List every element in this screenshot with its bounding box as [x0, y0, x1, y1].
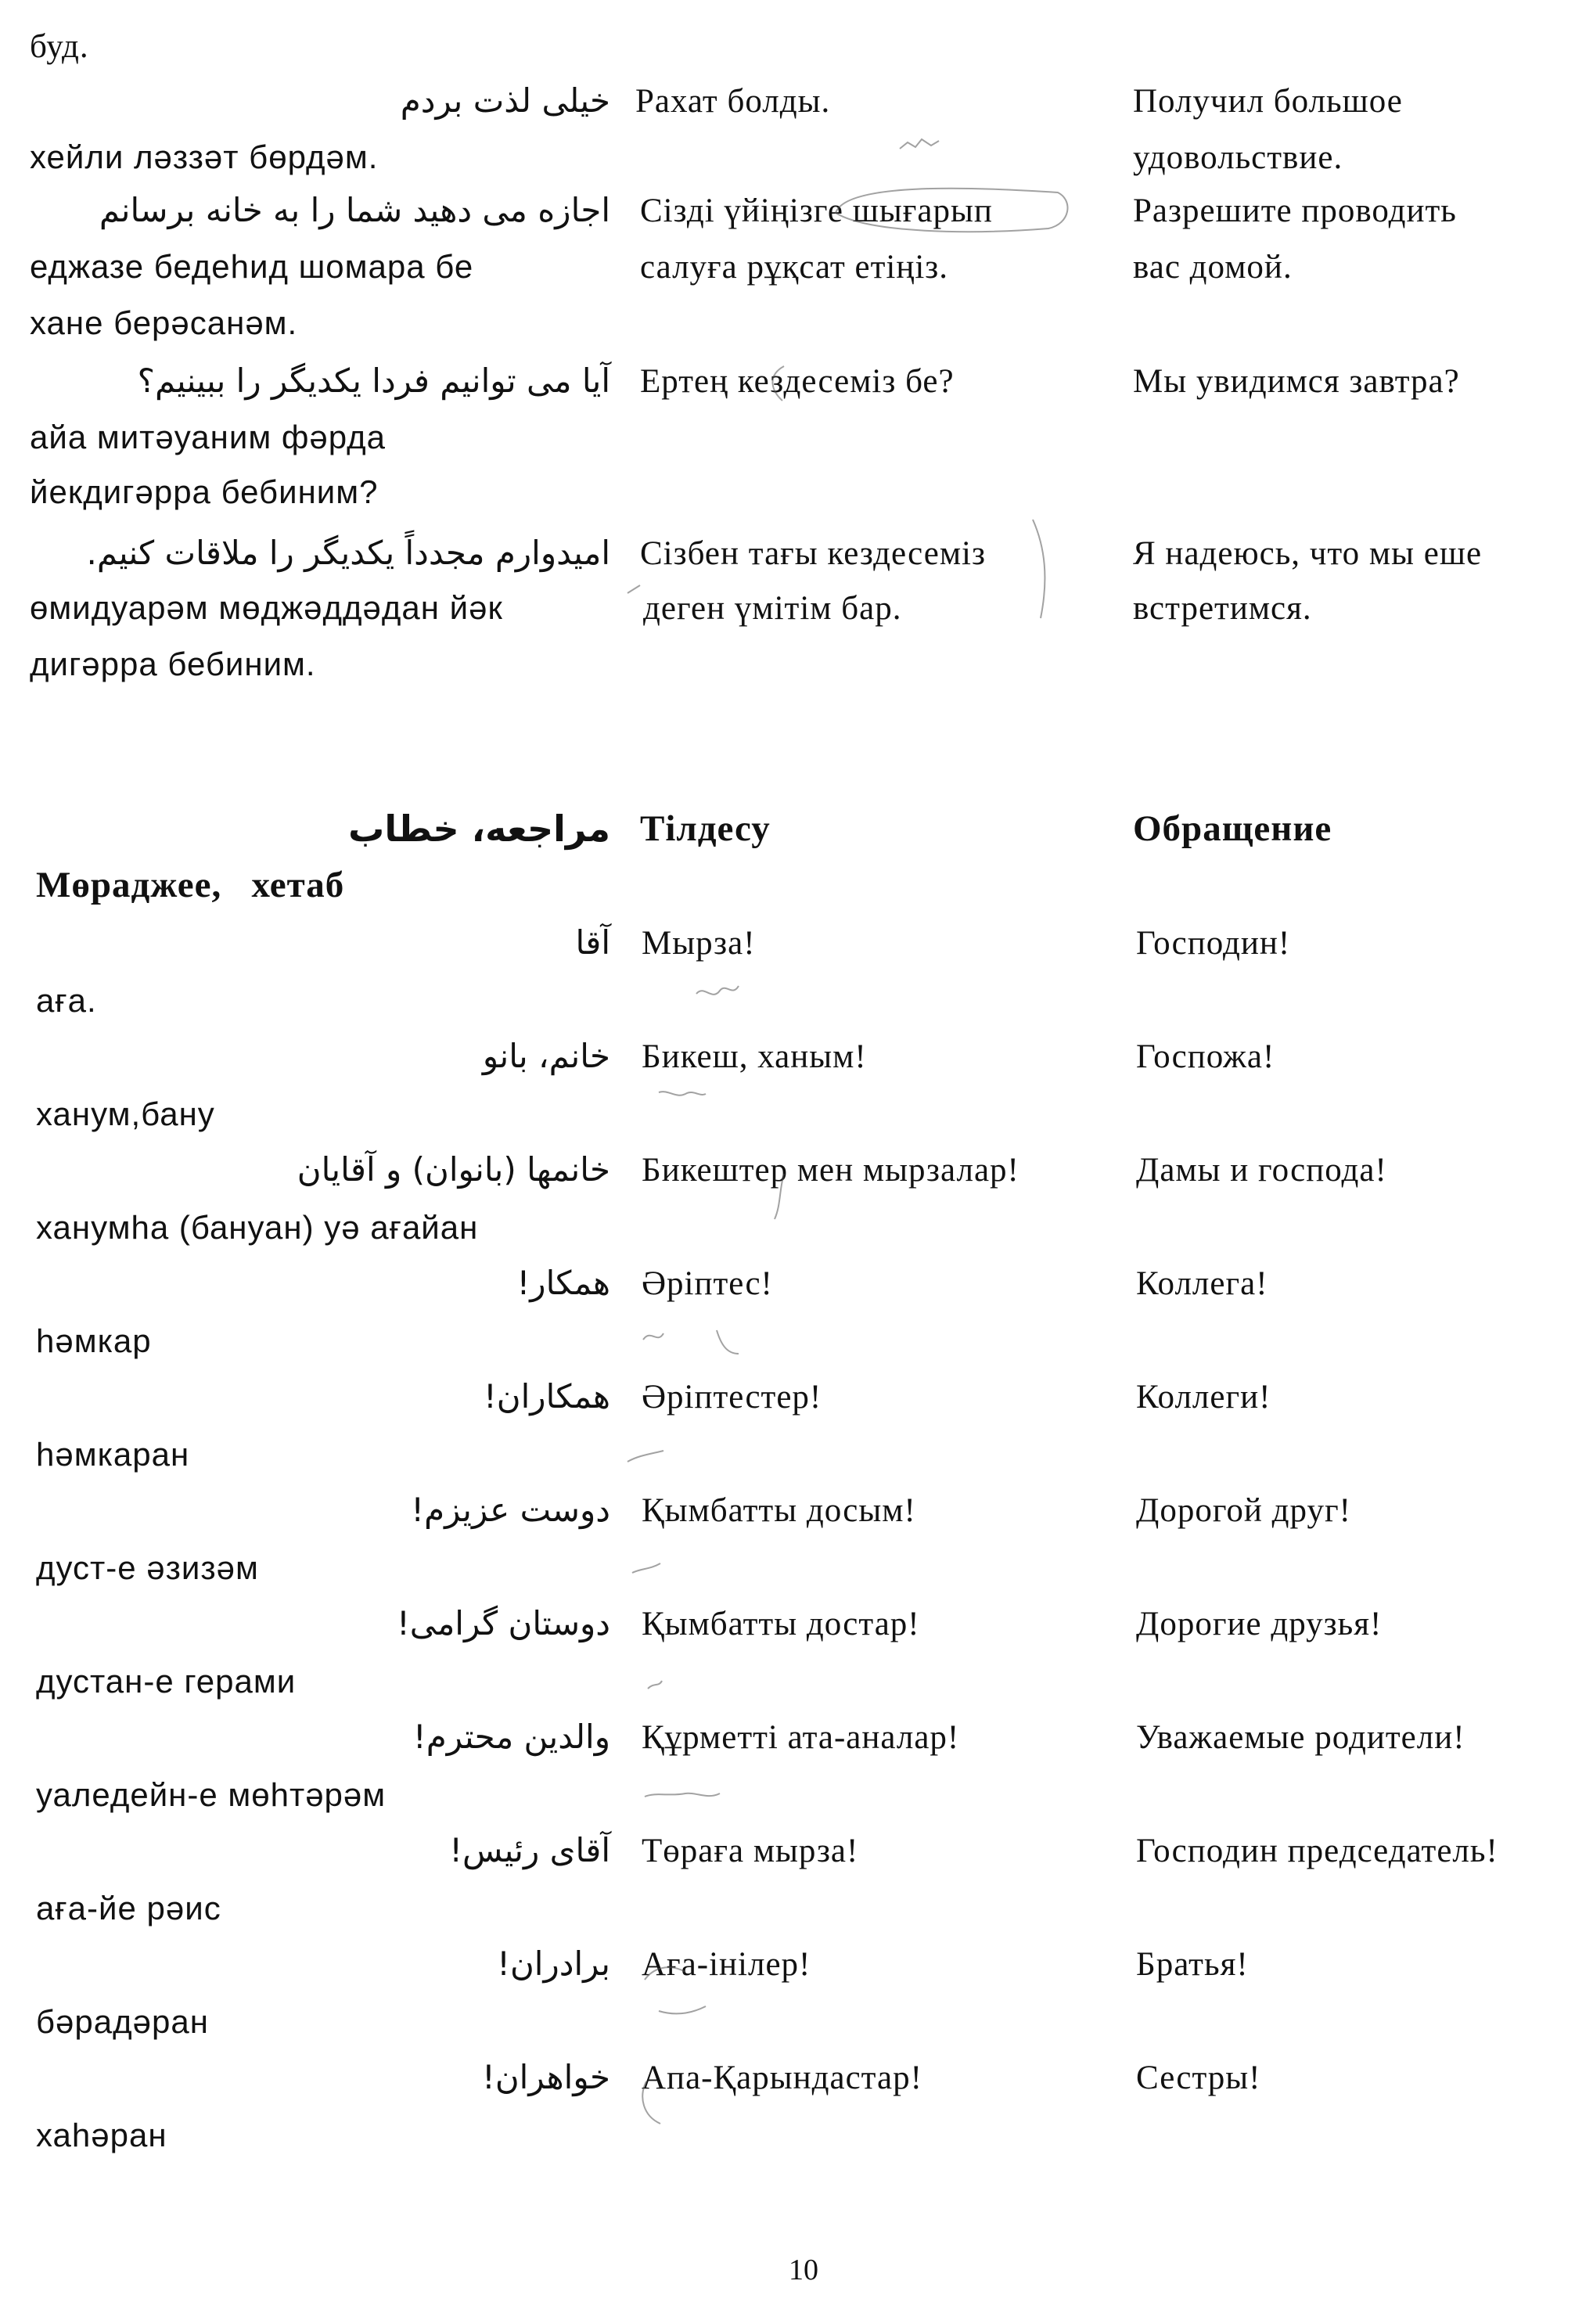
phrase-kazakh-line: Сізді үйіңізге шығарып	[640, 192, 993, 229]
pencil-scribble-mark	[643, 1330, 739, 1354]
address-translit: дуст-е әзизәм	[36, 1549, 259, 1586]
address-kazakh: Бикеш, ханым!	[642, 1038, 867, 1075]
phrase-translit-line: дигәрра бебиним.	[30, 646, 316, 682]
address-russian: Господин председатель!	[1136, 1833, 1498, 1869]
address-russian: Коллеги!	[1136, 1379, 1271, 1416]
phrase-farsi: اجازه می دهید شما را به خانه برسانم	[99, 191, 610, 229]
address-russian: Дорогие друзья!	[1136, 1606, 1383, 1642]
address-translit: аға.	[36, 982, 97, 1019]
pencil-scribble-mark	[900, 139, 939, 149]
section-heading-kazakh: Тілдесу	[640, 808, 771, 849]
phrase-farsi: آیا می توانیم فردا یکدیگر را ببینیم؟	[137, 362, 610, 400]
section-heading-translit: Мөраджее, хетаб	[36, 865, 345, 905]
address-kazakh: Қымбатты досым!	[642, 1492, 916, 1529]
address-farsi: آقای رئیس!	[449, 1831, 610, 1869]
address-farsi: برادران!	[497, 1944, 610, 1983]
address-russian: Братья!	[1136, 1946, 1249, 1983]
address-translit: һәмкар	[36, 1322, 152, 1359]
pencil-scribble-mark	[648, 1681, 662, 1689]
address-translit: аға-йе рәис	[36, 1890, 221, 1926]
address-translit: дустан-е герами	[36, 1663, 297, 1700]
address-farsi: خواهران!	[481, 2058, 610, 2096]
address-russian: Сестры!	[1136, 2060, 1261, 2096]
address-farsi: همکار!	[516, 1264, 610, 1302]
address-kazakh: Мырза!	[642, 925, 756, 962]
address-farsi: دوست عزیزم!	[411, 1491, 610, 1529]
section-heading-farsi: مراجعه، خطاب	[348, 808, 610, 850]
address-russian: Уважаемые родители!	[1136, 1719, 1465, 1756]
address-kazakh: Аға-інілер!	[642, 1946, 811, 1983]
pencil-scribble-mark	[659, 1092, 706, 1095]
phrase-kazakh-line: салуға рұқсат етіңіз.	[640, 249, 949, 286]
address-russian: Госпожа!	[1136, 1038, 1275, 1075]
address-kazakh: Әріптестер!	[642, 1379, 822, 1416]
pencil-scribble-mark	[696, 986, 739, 995]
address-farsi: همکاران!	[483, 1377, 610, 1416]
address-translit: ханумһа (бануан) уә ағайан	[36, 1209, 479, 1246]
phrase-kazakh-line: деген үмітім бар.	[643, 590, 902, 627]
address-russian: Коллега!	[1136, 1265, 1268, 1302]
address-russian: Господин!	[1136, 925, 1291, 962]
phrase-russian-line: Мы увидимся завтра?	[1133, 363, 1460, 400]
phrase-russian-line: Разрешите проводить	[1133, 192, 1457, 229]
address-russian: Дамы и господа!	[1136, 1152, 1387, 1189]
address-kazakh: Бикештер мен мырзалар!	[642, 1152, 1019, 1189]
phrase-russian-line: вас домой.	[1133, 249, 1293, 286]
pencil-scribble-mark	[645, 1793, 720, 1797]
address-translit: һәмкаран	[36, 1436, 190, 1473]
phrase-farsi: امیدوارم مجدداً یکدیگر را ملاقات کنیم.	[86, 534, 610, 572]
pencil-scribble-mark	[627, 1451, 663, 1462]
address-farsi: دوستان گرامی!	[396, 1604, 610, 1642]
phrase-kazakh-line: Рахат болды.	[635, 83, 831, 120]
address-russian: Дорогой друг!	[1136, 1492, 1351, 1529]
section-heading-russian: Обращение	[1133, 808, 1332, 849]
phrase-kazakh-line: Сізбен тағы кездесеміз	[640, 535, 986, 572]
address-farsi: والدین محترم!	[412, 1718, 610, 1756]
address-translit: уаледейн-е мөһтәрәм	[36, 1776, 387, 1813]
address-kazakh: Әріптес!	[642, 1265, 773, 1302]
phrase-translit-line: еджазе бедеһид шомара бе	[30, 248, 474, 285]
phrase-kazakh-line: Ертең кездесеміз бе?	[640, 363, 955, 400]
page-number: 10	[789, 2254, 818, 2286]
phrase-translit-line: йекдигәрра бебиним?	[30, 473, 379, 510]
address-farsi: خانمها (بانوان) و آقایان	[297, 1150, 610, 1189]
address-kazakh: Төраға мырза!	[642, 1833, 859, 1869]
address-translit: ханум,бану	[36, 1095, 215, 1132]
phrase-russian-line: удовольствие.	[1133, 139, 1343, 176]
pencil-scribble-mark	[632, 1563, 660, 1573]
pencil-scribble-mark	[1033, 520, 1045, 618]
pencil-bracket-mark	[627, 585, 640, 593]
address-translit: бәрадәран	[36, 2003, 209, 2040]
pencil-scribble-mark	[659, 2006, 706, 2013]
phrase-farsi: خیلی لذت بردم	[400, 81, 610, 120]
top-fragment: буд.	[30, 28, 89, 65]
address-kazakh: Апа-Қарындастар!	[642, 2060, 922, 2096]
address-kazakh: Қымбатты достар!	[642, 1606, 920, 1642]
phrase-russian-line: встретимся.	[1133, 590, 1312, 627]
phrase-translit-line: өмидуарәм мөджәддәдан йәк	[30, 589, 503, 626]
phrase-russian-line: Получил большое	[1133, 83, 1403, 120]
address-farsi: خانم، بانو	[482, 1037, 610, 1075]
address-kazakh: Құрметті ата-аналар!	[642, 1719, 960, 1756]
phrase-translit-line: хейли ләззәт бөрдәм.	[30, 139, 379, 175]
phrase-translit-line: айа митәуаним фәрда	[30, 419, 387, 455]
phrase-russian-line: Я надеюсь, что мы еше	[1133, 535, 1483, 572]
address-translit: хаһәран	[36, 2117, 167, 2153]
phrase-translit-line: хане берәсанәм.	[30, 304, 298, 341]
address-farsi: آقا	[575, 923, 610, 962]
